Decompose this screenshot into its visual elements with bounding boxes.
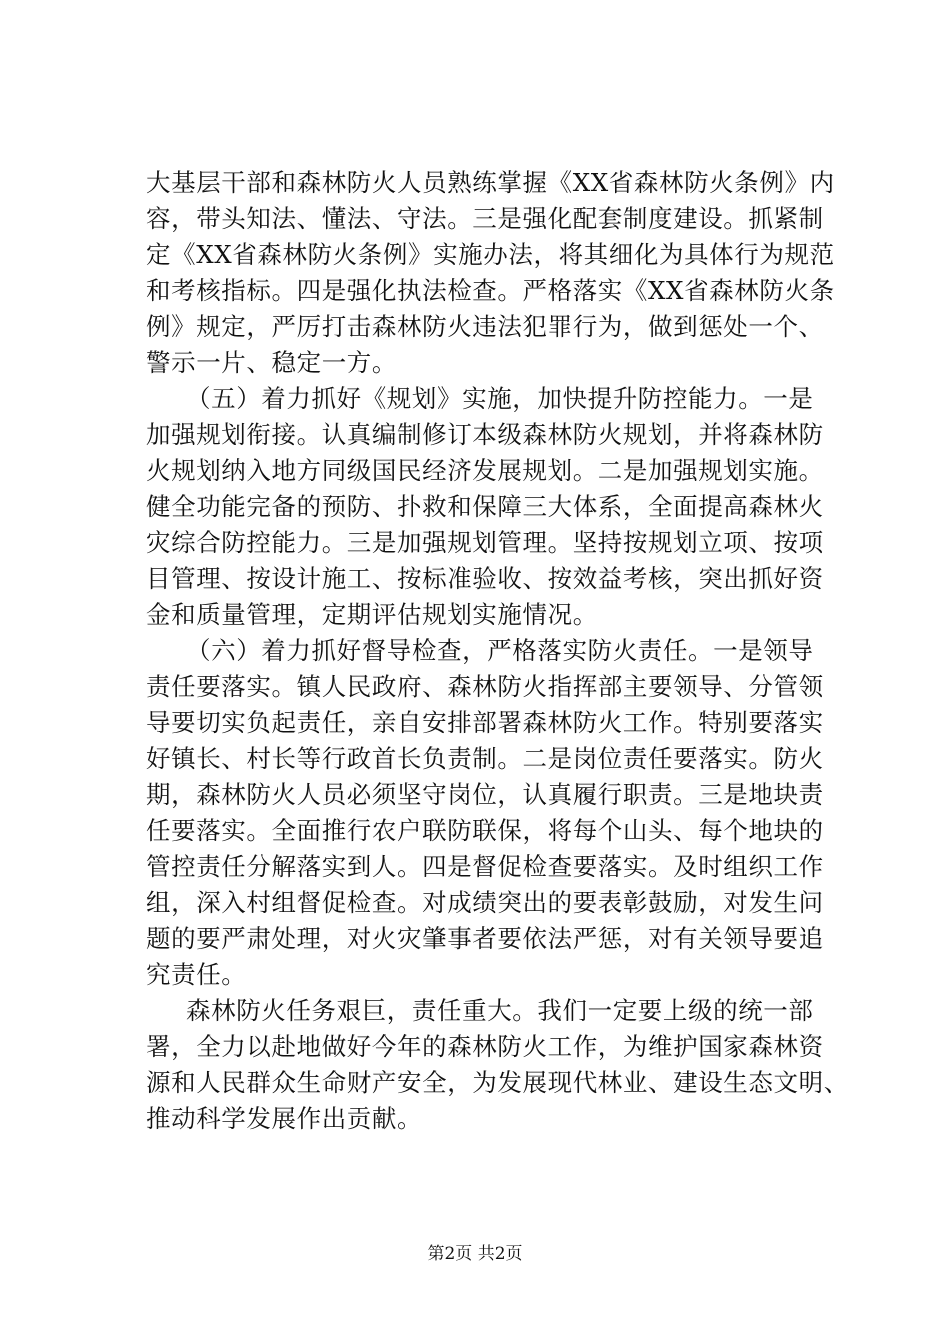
text-line: 究责任。 [146,960,247,989]
text-line: 警示一片、稳定一方。 [146,348,397,377]
page-number-footer: 第2页 共2页 [427,1244,523,1264]
text-line: 管控责任分解落实到人。四是督促检查要落实。及时组织工作 [146,852,824,881]
text-line: 责任要落实。镇人民政府、森林防火指挥部主要领导、分管领 [146,672,824,701]
text-line: 金和质量管理，定期评估规划实施情况。 [146,600,598,629]
text-line: 导要切实负起责任，亲自安排部署森林防火工作。特别要落实 [146,708,824,737]
text-line: 推动科学发展作出贡献。 [146,1104,423,1133]
text-line: 灾综合防控能力。三是加强规划管理。坚持按规划立项、按项 [146,528,824,557]
text-line: 大基层干部和森林防火人员熟练掌握《XX省森林防火条例》内 [146,168,835,197]
text-line: 组，深入村组督促检查。对成绩突出的要表彰鼓励，对发生问 [146,888,824,917]
paragraph-heading-line: （六）着力抓好督导检查，严格落实防火责任。一是领导 [186,636,814,665]
text-line: 加强规划衔接。认真编制修订本级森林防火规划，并将森林防 [146,420,824,449]
text-line: 任要落实。全面推行农户联防联保，将每个山头、每个地块的 [146,816,824,845]
text-line: 署，全力以赴地做好今年的森林防火工作，为维护国家森林资 [146,1032,824,1061]
text-line: 健全功能完备的预防、扑救和保障三大体系，全面提高森林火 [146,492,824,521]
text-line: 火规划纳入地方同级国民经济发展规划。二是加强规划实施。 [146,456,824,485]
text-line: 题的要严肃处理，对火灾肇事者要依法严惩，对有关领导要追 [146,924,824,953]
text-line: 好镇长、村长等行政首长负责制。二是岗位责任要落实。防火 [146,744,824,773]
text-line: 容，带头知法、懂法、守法。三是强化配套制度建设。抓紧制 [146,204,824,233]
paragraph-first-line: 森林防火任务艰巨，责任重大。我们一定要上级的统一部 [186,996,814,1025]
text-line: 定《XX省森林防火条例》实施办法，将其细化为具体行为规范 [146,240,835,269]
text-line: 期，森林防火人员必须坚守岗位，认真履行职责。三是地块责 [146,780,824,809]
text-line: 目管理、按设计施工、按标准验收、按效益考核，突出抓好资 [146,564,824,593]
text-line: 例》规定，严厉打击森林防火违法犯罪行为，做到惩处一个、 [146,312,824,341]
text-line: 源和人民群众生命财产安全，为发展现代林业、建设生态文明、 [146,1068,849,1097]
document-body [146,165,866,1137]
text-line: 和考核指标。四是强化执法检查。严格落实《XX省森林防火条 [146,276,835,305]
paragraph-heading-line: （五）着力抓好《规划》实施，加快提升防控能力。一是 [186,384,814,413]
